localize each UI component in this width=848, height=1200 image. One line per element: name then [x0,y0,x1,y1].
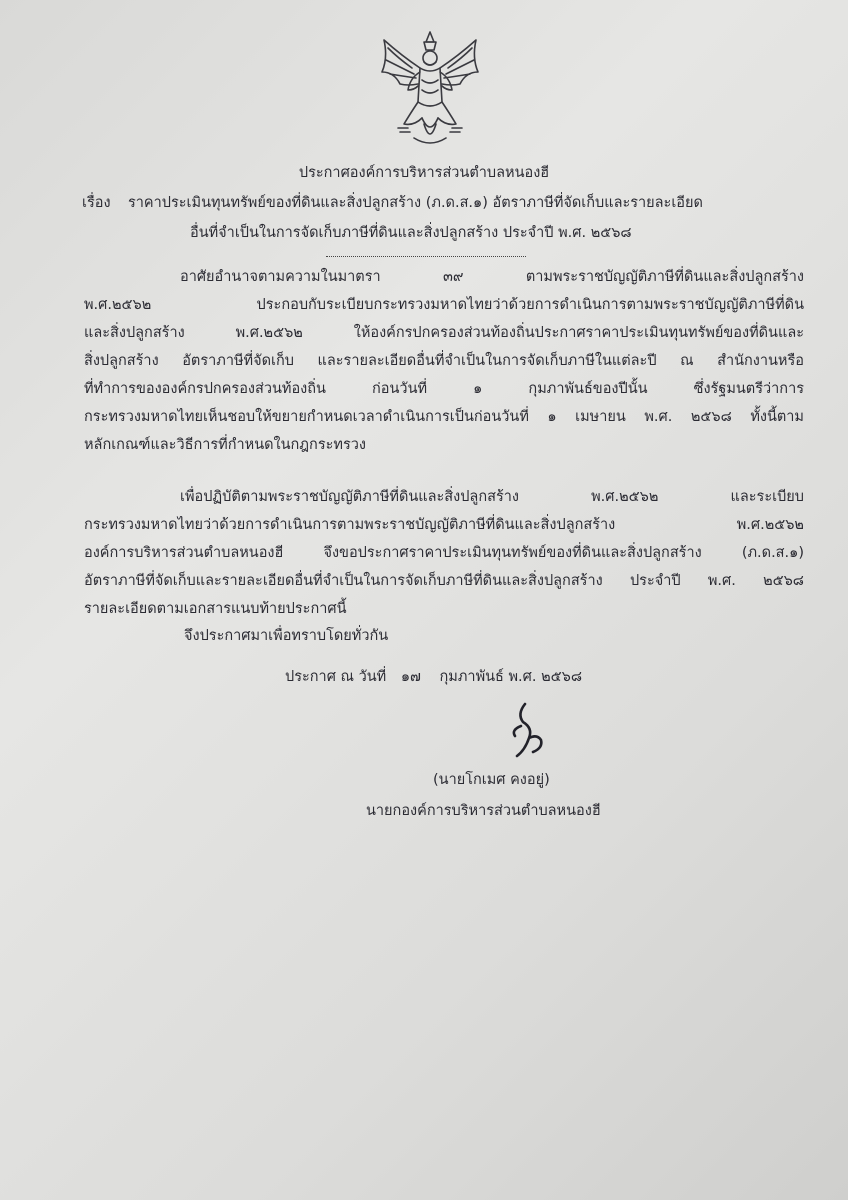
date-day: ๑๗ [400,669,421,685]
subject-line-1: ราคาประเมินทุนทรัพย์ของที่ดินและสิ่งปลูกสร้าง (ภ.ด.ส.๑) อัตราภาษีที่จัดเก็บและรายละเอียด [128,195,703,211]
subject-label: เรื่อง [82,195,111,211]
signatory-name: (นายโกเมศ คงอยู่) [433,772,550,788]
date-month-year: กุมภาพันธ์ พ.ศ. ๒๕๖๘ [439,669,583,685]
paragraph-2-line: องค์การบริหารส่วนตำบลหนองฮี จึงขอประกาศราคาประเมินทุนทรัพย์ของที่ดินและสิ่งปลูกสร้าง (ภ.ด.ส.๑) [84,545,804,561]
paragraph-2-line: เพื่อปฏิบัติตามพระราชบัญญัติภาษีที่ดินและสิ่งปลูกสร้าง พ.ศ.๒๕๖๒ และระเบียบ [180,489,804,505]
date-prefix: ประกาศ ณ วันที่ [285,669,387,685]
paragraph-2 [84,483,804,623]
garuda-emblem-icon [374,28,486,150]
announcement-title: ประกาศองค์การบริหารส่วนตำบลหนองฮี [298,165,550,181]
paragraph-1-line: อาศัยอำนาจตามความในมาตรา ๓๙ ตามพระราชบัญญัติภาษีที่ดินและสิ่งปลูกสร้าง [180,269,804,285]
paragraph-2-line: อัตราภาษีที่จัดเก็บและรายละเอียดอื่นที่จำเป็นในการจัดเก็บภาษีที่ดินและสิ่งปลูกสร้าง ประจำปี พ.ศ. ๒๕๖๘ [84,573,804,589]
paragraph-1-line: กระทรวงมหาดไทยเห็นชอบให้ขยายกำหนดเวลาดำเนินการเป็นก่อนวันที่ ๑ เมษายน พ.ศ. ๒๕๖๘ ทั้งนี้ตาม [84,409,804,425]
paragraph-1-line: สิ่งปลูกสร้าง อัตราภาษีที่จัดเก็บ และรายละเอียดอื่นที่จำเป็นในการจัดเก็บภาษีในแต่ละปี ณ สำนักงานหรือ [84,353,804,369]
paragraph-1-line: พ.ศ.๒๕๖๒ ประกอบกับระเบียบกระทรวงมหาดไทยว่าด้วยการดำเนินการตามพระราชบัญญัติภาษีที่ดิน [84,297,804,313]
paragraph-1-line: และสิ่งปลูกสร้าง พ.ศ.๒๕๖๒ ให้องค์กรปกครองส่วนท้องถิ่นประกาศราคาประเมินทุนทรัพย์ของที่ดินและ [84,325,804,341]
title-divider [326,256,526,257]
paragraph-1 [84,263,804,459]
paragraph-1-line: ที่ทำการขององค์กรปกครองส่วนท้องถิ่น ก่อนวันที่ ๑ กุมภาพันธ์ของปีนั้น ซึ่งรัฐมนตรีว่าการ [84,381,804,397]
paragraph-2-line: กระทรวงมหาดไทยว่าด้วยการดำเนินการตามพระราชบัญญัติภาษีที่ดินและสิ่งปลูกสร้าง พ.ศ.๒๕๖๒ [84,517,804,533]
date-line [285,665,582,688]
closing-statement: จึงประกาศมาเพื่อทราบโดยทั่วกัน [184,628,389,644]
paragraph-2-line: รายละเอียดตามเอกสารแนบท้ายประกาศนี้ [84,601,347,617]
paragraph-1-line: หลักเกณฑ์และวิธีการที่กำหนดในกฎกระทรวง [84,437,366,453]
handwritten-signature [503,700,553,762]
subject-line-2: อื่นที่จำเป็นในการจัดเก็บภาษีที่ดินและสิ่งปลูกสร้าง ประจำปี พ.ศ. ๒๕๖๘ [190,225,632,241]
signatory-position: นายกองค์การบริหารส่วนตำบลหนองฮี [366,803,601,819]
